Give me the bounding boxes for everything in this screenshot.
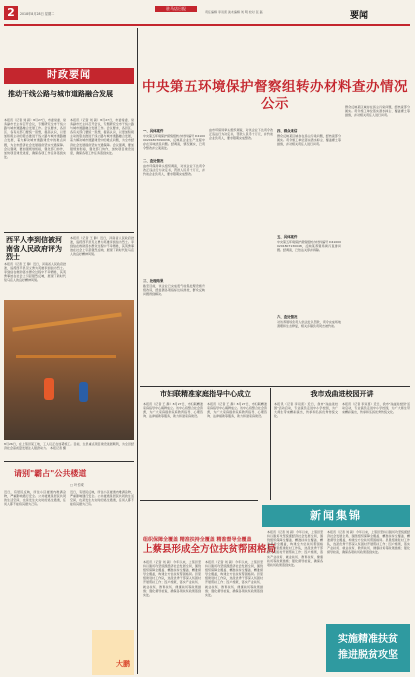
commentary-author: □ 叶长城 [70, 483, 84, 487]
article-body-shangcai-cont3: 本报讯（记者 刘 颖）今年以来，上蔡县坚持以脱贫攻坚统揽经济社会发展全局，围绕组织保障全覆盖、精准扶持全覆盖、精准督导全覆盖，构建全方位扶贫帮困格局。县里组建驻村工作队，选派优秀干部深入贫困村开展帮扶工作；因户施策，落实产业扶贫、就业扶贫、教育扶贫、健康扶贫等政策措施；强化督导检查，确保各项扶贫政策落到实处。 [327, 530, 410, 555]
article-body-shangcai-cont: 本报讯（记者 刘 颖）今年以来，上蔡县坚持以脱贫攻坚统揽经济社会发展全局，围绕组织保障全覆盖、精准扶持全覆盖、精准督导全覆盖，构建全方位扶贫帮困格局。县里组建驻村工作队，选派优秀干部深入贫困村开展帮扶工作；因户施策，落实产业扶贫、就业扶贫、教育扶贫、健康扶贫等政策措施；强化督导检查，确保各项扶贫政策落到实处。 [205, 560, 263, 597]
article-title-shangcai: 上蔡县形成全方位扶贫帮困格局 [143, 544, 277, 555]
article-body-opera: 本报讯（记者 李双喜）近日，我市"戏曲进校园"活动启动，专业演员走进中小学校园，为广大师生带来精彩演出，传承和弘扬优秀传统文化。 [274, 402, 338, 419]
column-divider [270, 388, 271, 500]
slogan-line-2: 推进脱贫攻坚 [338, 650, 398, 661]
divider [140, 500, 258, 501]
photo-beam [12, 312, 121, 331]
article-body-martyr-cont: 本报讯（记者 王 静）近日，河南省人民政府批准，追授西平县见义勇为英雄李到信为烈士。李到信在救助落水群众过程中不幸牺牲，其英勇事迹在社会上引起强烈反响，展现了新时代驻马店人的良好精神风貌。 [70, 236, 134, 257]
article-title-roads: 推动干线公路与城市道路融合发展 [8, 90, 113, 98]
article-kicker: 组织保障全覆盖 精准扶持全覆盖 精准督导全覆盖 [143, 537, 252, 543]
cartoon-illustration [92, 630, 134, 675]
column-banner-label: 时政要闻 [47, 70, 91, 81]
divider [4, 461, 134, 462]
lead-headline: 中央第五环境保护督察组转办材料查办情况公示 [142, 79, 408, 112]
news-banner-label: 新闻集锦 [310, 509, 362, 522]
section-label: 五、具体案件 [277, 235, 298, 239]
section-label: 二、查处情况 [143, 159, 164, 163]
article-body-opera-cont: 本报讯（记者 李双喜）近日，我市"戏曲进校园"活动启动，专业演员走进中小学校园，为广大师生带来精彩演出，传承和弘扬优秀传统文化。 [342, 402, 410, 415]
section-body: 由市环保局牵头组织调查，对该企业下达责令改正违法行为决定书，罚款人民币十万元，并约谈企业负责人，要求限期完成整改。 [143, 164, 205, 177]
article-body-shangcai: 本报讯（记者 刘 颖）今年以来，上蔡县坚持以脱贫攻坚统揽经济社会发展全局，围绕组织保障全覆盖、精准扶持全覆盖、精准督导全覆盖，构建全方位扶贫帮困格局。县里组建驻村工作队，选派优秀干部深入贫困村开展帮扶工作；因户施策，落实产业扶贫、就业扶贫、教育扶贫、健康扶贫等政策措施；强化督导检查，确保各项扶贫政策落到实处。 [143, 560, 201, 597]
column-divider [137, 28, 138, 674]
photo-beam [16, 355, 116, 358]
section-label: 三、处理结果 [143, 279, 164, 283]
commentary-body: 近日，有居民反映，所住小区楼道内堆满杂物，严重影响通行安全。公共楼道是居民共同的生活空间，也是发生火灾时的逃生通道，任何人都不能将其据为己有。 [4, 490, 66, 507]
section-body: 截至目前，该企业已完成废气收集处理设施升级改造，经监测各项指标达标排放，群众反映问题得到解决。 [143, 284, 205, 297]
masthead: 驻马店日报 [155, 6, 197, 12]
section-title: 要闻 [350, 11, 369, 21]
article-body-martyr: 本报讯（记者 王 静）近日，河南省人民政府批准，追授西平县见义勇为英雄李到信为烈士。李到信在救助落水群众过程中不幸牺牲，其英勇事迹在社会上引起强烈反响，展现了新时代驻马店人的良好精神风貌。 [4, 262, 66, 283]
article-body-roads-cont: 本报讯（记者 刘 颖）8月27日，市委常委、常务副市长主持召开会议，专题研究全市干线公路与城市道路融合发展工作。会议要求，各县区、各有关部门要统一思想，提高认识，以更加积极主动的姿态推进干线公路与城市道路融合发展，着力解决城市道路建设中的难点问题，为全市经济社会发展提供坚实交通保障。会议强调，要加强规划衔接，强化部门协作，加快项目建设进度，确保各项工作任务落到实处。 [70, 118, 134, 155]
construction-photo [4, 300, 134, 440]
page-number: 2 [4, 6, 18, 20]
slogan-line-1: 实施精准扶贫 [338, 634, 398, 645]
section-body: 群众反映某区域存在扬尘污染问题，经核查部分属实。责令施工单位落实洒水抑尘、覆盖裸土等措施，并对相关责任人进行问责。 [277, 134, 341, 147]
photo-worker [79, 382, 88, 402]
section-label: 一、具体案件 [143, 129, 164, 133]
divider [140, 386, 410, 387]
cartoon-label: 大鹏 [116, 660, 130, 668]
article-body-shangcai-cont2: 本报讯（记者 刘 颖）今年以来，上蔡县坚持以脱贫攻坚统揽经济社会发展全局，围绕组织保障全覆盖、精准扶持全覆盖、精准督导全覆盖，构建全方位扶贫帮困格局。县里组建驻村工作队，选派优秀干部深入贫困村开展帮扶工作；因户施策，落实产业扶贫、就业扶贫、教育扶贫、健康扶贫等政策措施；强化督导检查，确保各项扶贫政策落到实处。 [267, 530, 323, 567]
commentary-body-cont: 近日，有居民反映，所住小区楼道内堆满杂物，严重影响通行安全。公共楼道是居民共同的生活空间，也是发生火灾时的逃生通道，任何人都不能将其据为己有。 [70, 490, 134, 507]
article-body-women-center: 本报讯（记者 王 静）8月27日，市妇联精准家庭指导中心揭牌成立。该中心将整合社会资源，为广大家庭提供家庭教育指导、心理咨询、法律援助等服务，助力和谐家庭建设。 [143, 402, 203, 419]
section-body: 中央第五环境保护督察组转办材料编号 D410000201807130048，反映某养殖场粪污直排问题。经调查，已依法关停并拆除。 [277, 240, 341, 253]
article-title-women-center: 市妇联精准家庭指导中心成立 [160, 390, 251, 398]
article-title-opera: 我市戏曲进校园开讲 [310, 390, 374, 398]
header-credits: 责任编辑 李双喜 美术编辑 刘 明 校对 张 磊 [205, 10, 263, 14]
article-title-martyr: 西平人李到信被河南省人民政府评为烈士 [6, 236, 62, 261]
section-body: 中央第五环境保护督察组转办材料编号 D410000201807090036，反映某企业生产过程中存在异味扰民问题。经调查，情况属实，已责令整改并立案查处。 [143, 134, 205, 151]
column-banner [4, 68, 134, 84]
photo-worker [44, 378, 54, 400]
right-column: 群众反映某区域存在扬尘污染问题，经核查部分属实。责令施工单位落实洒水抑尘、覆盖裸土等措施，并对相关责任人进行问责。 [345, 105, 410, 118]
issue-date: 2018年8月28日 星期二 [20, 12, 55, 16]
slogan-box [326, 624, 410, 672]
section-label: 六、查处情况 [277, 315, 298, 319]
divider [4, 232, 134, 233]
section-label: 四、群众来信 [277, 129, 298, 133]
article-body-roads: 本报讯（记者 刘 颖）8月27日，市委常委、常务副市长主持召开会议，专题研究全市干线公路与城市道路融合发展工作。会议要求，各县区、各有关部门要统一思想，提高认识，以更加积极主动的姿态推进干线公路与城市道路融合发展，着力解决城市道路建设中的难点问题，为全市经济社会发展提供坚实交通保障。会议强调，要加强规划衔接，强化部门协作，加快项目建设进度，确保各项工作任务落到实处。 [4, 118, 66, 159]
article-body-women-center-cont: 本报讯（记者 王 静）8月27日，市妇联精准家庭指导中心揭牌成立。该中心将整合社会资源，为广大家庭提供家庭教育指导、心理咨询、法律援助等服务，助力和谐家庭建设。 [207, 402, 267, 419]
header-rule [4, 24, 410, 26]
photo-caption: 8月26日，在上蔡县某工地，工人们正在加紧施工。目前，全县重点项目建设进展顺利，为全县经济社会高质量发展注入强劲动力。 本报记者 摄 [4, 442, 134, 451]
center-column-2: 由市环保局牵头组织调查，对该企业下达责令改正违法行为决定书，罚款人民币十万元，并约谈企业负责人，要求限期完成整改。 [209, 128, 273, 141]
section-body: 对该养殖场负责人依法处以罚款，责令完成场地清理和生态修复，相关乡镇负责同志被约谈。 [277, 320, 341, 329]
commentary-title: 请别"霸占"公共楼道 [14, 469, 87, 478]
news-highlights-banner [262, 505, 410, 527]
